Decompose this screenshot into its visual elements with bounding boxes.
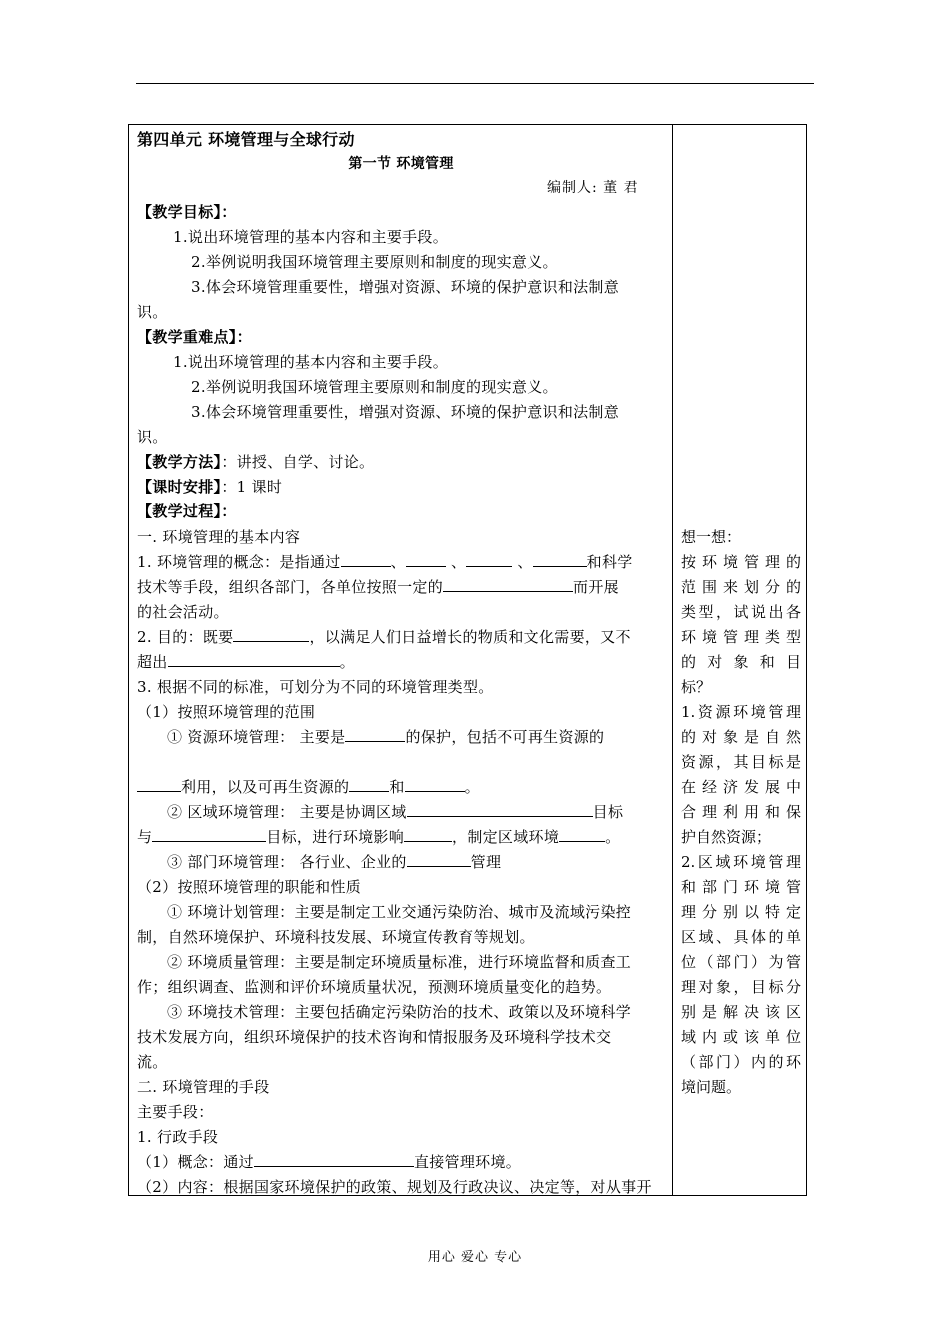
section-1-title: 一. 环境管理的基本内容	[137, 528, 301, 546]
goal-2: 2.举例说明我国环境管理主要原则和制度的现实意义。	[191, 253, 558, 271]
sidebar-line: 类型，试说出各	[681, 603, 801, 621]
section-2-title: 二. 环境管理的手段	[137, 1078, 270, 1096]
lesson-plan-table	[128, 124, 807, 1196]
process-heading: 【教学过程】：	[137, 502, 237, 520]
goal-3: 3.体会环境管理重要性，增强对资源、环境的保护意识和法制意	[191, 278, 620, 296]
unit-title: 第四单元 环境管理与全球行动	[137, 130, 355, 149]
sidebar-line: 合理利用和保	[681, 803, 801, 821]
sidebar-line: 环境管理类型	[681, 628, 801, 646]
sidebar-line: 的对象和目	[681, 653, 801, 671]
sidebar-line: 别是解决该区	[681, 1003, 801, 1021]
concept-line-2: 技术等手段，组织各部门，各单位按照一定的 而开展	[137, 578, 619, 596]
admin-content: （2）内容：根据国家环境保护的政策、规划及行政决议、决定等，对从事开	[137, 1178, 652, 1195]
admin-concept: （1）概念：通过 直接管理环境。	[137, 1153, 522, 1171]
header-rule	[136, 83, 814, 84]
tech-mgmt-line-3: 流。	[137, 1053, 168, 1071]
sidebar-line: 标？	[681, 678, 712, 696]
author: 编制人: 董 君	[547, 180, 639, 196]
sidebar-line: 范围来划分的	[681, 578, 801, 596]
schedule: 【课时安排】：1 课时	[137, 478, 283, 496]
key-point-1: 1.说出环境管理的基本内容和主要手段。	[173, 353, 449, 371]
main-means: 主要手段：	[137, 1103, 214, 1121]
methods: 【教学方法】：讲授、自学、讨论。	[137, 453, 375, 471]
resource-mgmt-line-2: 利用，以及可再生资源的 和 。	[137, 775, 665, 800]
page-footer: 用心 爱心 专心	[427, 1250, 523, 1265]
sidebar-line: 和部门环境管	[681, 878, 801, 896]
sidebar-line: 按环境管理的	[681, 553, 801, 571]
purpose-line-2: 超出 。	[137, 653, 355, 671]
sidebar-line: 护自然资源；	[681, 828, 772, 846]
column-divider	[672, 125, 673, 1195]
sidebar-line: 在经济发展中	[681, 778, 801, 796]
sidebar-line: 境问题。	[681, 1078, 742, 1096]
sidebar-line: 想一想：	[681, 528, 742, 546]
notes-column	[681, 125, 801, 1195]
scope-heading: （1）按照环境管理的范围	[137, 703, 316, 721]
sidebar-line: 资源，其目标是	[681, 753, 801, 771]
sidebar-line: 1.资源环境管理	[681, 703, 801, 721]
sidebar-line: 理分别以特定	[681, 903, 801, 921]
dept-mgmt-line: ③ 部门环境管理： 各行业、企业的 管理	[167, 853, 502, 871]
quality-mgmt-line-2: 作；组织调查、监测和评价环境质量状况，预测环境质量变化的趋势。	[137, 978, 612, 996]
sidebar-line: 2.区域环境管理	[681, 853, 801, 871]
concept-line-3: 的社会活动。	[137, 603, 229, 621]
key-point-2: 2.举例说明我国环境管理主要原则和制度的现实意义。	[191, 378, 558, 396]
key-points-heading: 【教学重难点】：	[137, 328, 252, 346]
regional-mgmt-line-1: ② 区域环境管理： 主要是协调区域 目标	[167, 803, 624, 821]
function-heading: （2）按照环境管理的职能和性质	[137, 878, 362, 896]
sidebar-line: （部门）内的环	[681, 1053, 801, 1071]
key-point-3: 3.体会环境管理重要性，增强对资源、环境的保护意识和法制意	[191, 403, 620, 421]
sidebar-line: 区域、具体的单	[681, 928, 801, 946]
concept-line-1: 1. 环境管理的概念：是指通过 、 、 、 和科学	[137, 553, 633, 571]
sidebar-line: 位（部门）为管	[681, 953, 801, 971]
key-point-3-cont: 识。	[137, 428, 168, 446]
purpose-line-1: 2. 目的：既要 ，以满足人们日益增长的物质和文化需要，又不	[137, 628, 631, 646]
plan-mgmt-line-2: 制，自然环境保护、环境科技发展、环境宣传教育等规划。	[137, 928, 535, 946]
section-title: 第一节 环境管理	[348, 156, 454, 172]
tech-mgmt-line-2: 技术发展方向，组织环境保护的技术咨询和情报服务及环境科学技术交	[137, 1028, 612, 1046]
sidebar-line: 的对象是自然	[681, 728, 801, 746]
sidebar-line: 理对象，目标分	[681, 978, 801, 996]
sidebar-line: 域内或该单位	[681, 1028, 801, 1046]
resource-mgmt-line-1: ① 资源环境管理： 主要是 的保护，包括不可再生资源的	[167, 728, 605, 746]
quality-mgmt-line-1: ② 环境质量管理：主要是制定环境质量标准，进行环境监督和质查工	[167, 953, 632, 971]
tech-mgmt-line-1: ③ 环境技术管理：主要包括确定污染防治的技术、政策以及环境科学	[167, 1003, 632, 1021]
plan-mgmt-line-1: ① 环境计划管理：主要是制定工业交通污染防治、城市及流域污染控	[167, 903, 632, 921]
regional-mgmt-line-2: 与 目标，进行环境影响 ，制定区域环境 。	[137, 828, 621, 846]
goal-3-cont: 识。	[137, 303, 168, 321]
goals-heading: 【教学目标】：	[137, 203, 237, 221]
types-line: 3. 根据不同的标准，可划分为不同的环境管理类型。	[137, 678, 494, 696]
main-column	[137, 125, 665, 1195]
admin-means: 1. 行政手段	[137, 1128, 219, 1146]
goal-1: 1.说出环境管理的基本内容和主要手段。	[173, 228, 449, 246]
